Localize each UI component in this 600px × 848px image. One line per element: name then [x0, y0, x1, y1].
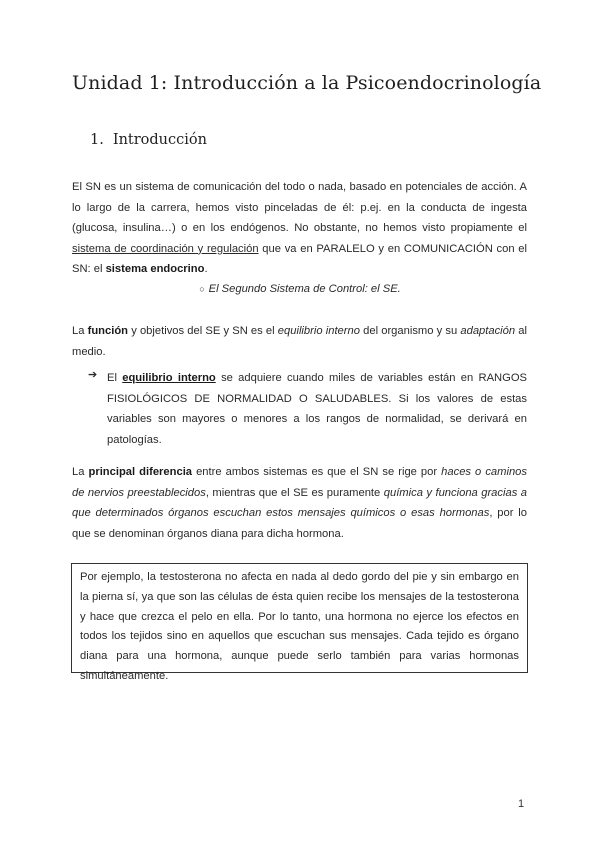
section-number: 1.	[90, 132, 104, 148]
para3-text-3: , mientras que el SE es puramente	[205, 486, 384, 499]
para3-italic-2: química y funciona gracias a que determinados órganos escuchan estos mensajes químicos o esas hormonas	[72, 486, 527, 520]
para2-text-2: y objetivos del SE y SN es el	[128, 325, 278, 337]
page-number: 1	[518, 798, 525, 810]
arrow-bullet-icon: ➔	[88, 369, 98, 381]
centered-subtitle-text: El Segundo Sistema de Control: el SE.	[208, 283, 401, 295]
para3-italic-1: haces o caminos de nervios preestablecidos	[72, 466, 527, 499]
para3-bold: principal diferencia	[88, 466, 193, 478]
para1-underline: sistema de coordinación y regulación	[72, 242, 259, 255]
circle-bullet-icon: ○	[199, 284, 205, 294]
para2-italic-2: adaptación	[460, 325, 516, 337]
bullet-text-2: se adquiere cuando miles de variables están en RANGOS FISIOLÓGICOS DE NORMALIDAD O SALUDABLES. Si los valores de estas variables son mayores o menores a los rangos de normalidad, se derivará en patologías.	[107, 372, 527, 446]
example-box	[71, 563, 528, 682]
para1-text-3: .	[204, 263, 208, 276]
para1-text-2: que va en PARALELO y en COMUNICACIÓN con el SN: el	[72, 242, 527, 276]
paragraph-difference	[72, 462, 527, 544]
para1-text-1: El SN es un sistema de comunicación del todo o nada, basado en potenciales de acción. A lo largo de la carrera, hemos visto pinceladas de él: p.ej. en la conducta de ingesta (glucosa, insulina…) o en los endógenos. No obstante, no hemos visto propiamente el	[72, 181, 527, 235]
paragraph-function	[72, 321, 527, 362]
bullet-text-1: El	[107, 372, 123, 384]
page-title: Unidad 1: Introducción a la Psicoendocrinología	[72, 72, 542, 94]
centered-subtitle	[0, 283, 600, 295]
para3-text-2: entre ambos sistemas es que el SN se rige por	[192, 466, 442, 478]
bullet-bold-underline: equilibrio interno	[122, 372, 216, 384]
section-title: Introducción	[112, 132, 207, 148]
para2-text-1: La	[72, 325, 88, 337]
para3-text-4: , por lo que se denominan órganos diana para dicha hormona.	[72, 507, 528, 540]
bullet-paragraph	[107, 368, 527, 450]
para1-bold: sistema endocrino	[105, 263, 205, 276]
para2-bold: función	[87, 325, 129, 337]
para2-italic-1: equilibrio interno	[277, 325, 360, 337]
section-heading	[90, 132, 207, 148]
para2-text-3: del organismo y su	[359, 325, 461, 337]
paragraph-intro	[72, 177, 527, 280]
para3-text-1: La	[72, 466, 89, 478]
example-box-text: Por ejemplo, la testosterona no afecta en nada al dedo gordo del pie y sin embargo en la pierna sí, ya que son las células de ésta quien recibe los mensajes de la testosterona y hace que crezca el pelo en ella. Por lo tanto, una hormona no ejerce los efectos en todos los tejidos sino en aquellos que escuchan sus mensajes. Cada tejido es órgano diana para una hormona, aunque puede serlo también para varias hormonas simultáneamente.	[80, 571, 519, 682]
para2-text-4: al medio.	[72, 325, 527, 358]
